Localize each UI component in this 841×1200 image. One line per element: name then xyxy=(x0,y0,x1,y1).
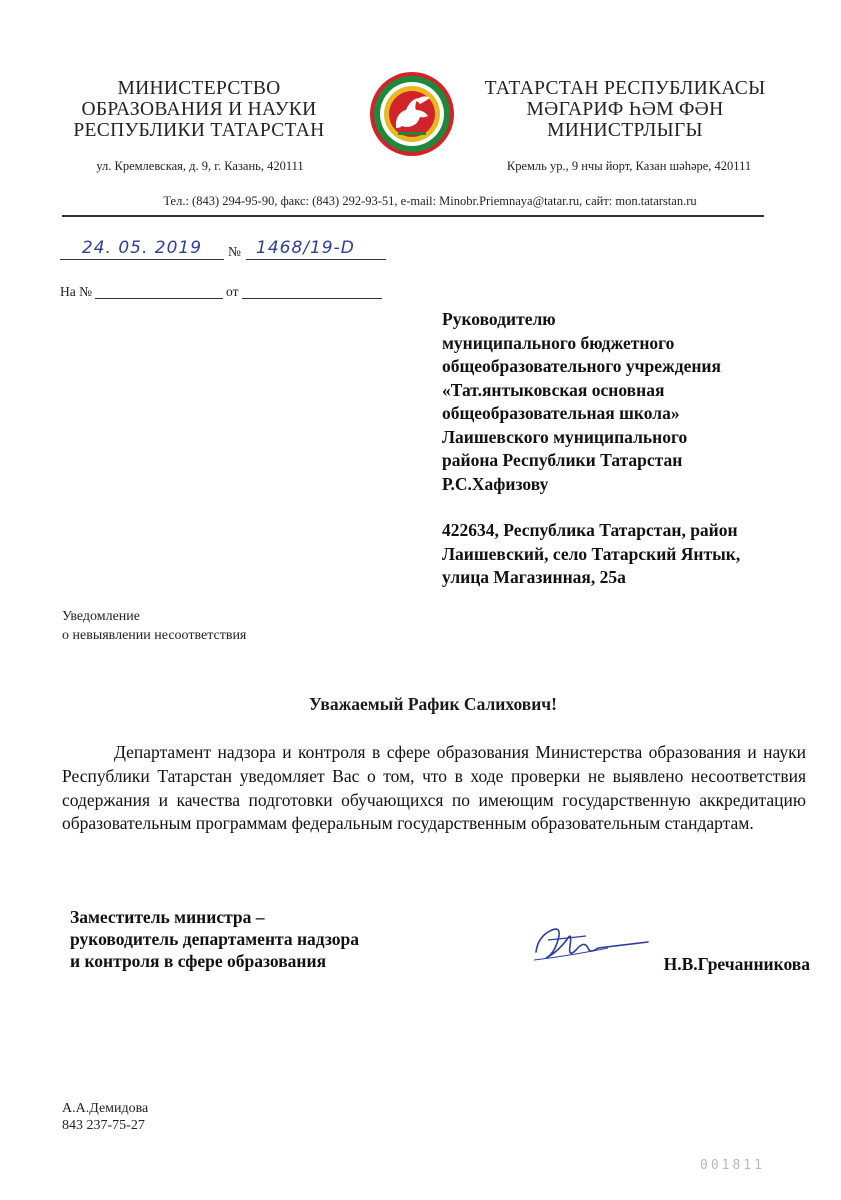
ministry-name-line: ОБРАЗОВАНИЯ И НАУКИ xyxy=(81,99,317,120)
addressee-line: Р.С.Хафизову xyxy=(442,473,549,494)
outgoing-number: 1468/19-D xyxy=(256,238,355,258)
ministry-name-line: РЕСПУБЛИКИ ТАТАРСТАН xyxy=(73,120,325,141)
ministry-name-tatar xyxy=(470,78,780,141)
addressee-line: общеобразовательного учреждения xyxy=(442,356,721,376)
signatory-position xyxy=(70,906,430,972)
ministry-name-line: МИНИСТЕРСТВО xyxy=(117,78,281,99)
position-line: и контроля в сфере образования xyxy=(70,951,327,971)
executor-name: А.А.Демидова xyxy=(62,1101,149,1116)
addressee-address-line: 422634, Республика Татарстан, район xyxy=(442,520,738,540)
ministry-name-line: МӘГАРИФ ҺӘМ ФӘН xyxy=(526,99,724,120)
addressee-line: Лаишевского муниципального xyxy=(442,426,688,447)
emblem-icon xyxy=(368,70,456,158)
greeting: Уважаемый Рафик Салихович! xyxy=(308,694,558,714)
executor-block xyxy=(62,1100,148,1134)
addressee-line: общеобразовательная школа» xyxy=(442,403,680,423)
header-divider xyxy=(62,215,764,217)
ministry-name-line: ТАТАРСТАН РЕСПУБЛИКАСЫ xyxy=(484,78,766,99)
subject-block xyxy=(62,607,246,645)
subject-line: Уведомление xyxy=(62,609,141,624)
number-label: № xyxy=(228,244,241,259)
addressee-address-line: улица Магазинная, 25а xyxy=(442,567,626,587)
addressee-address-line: Лаишевский, село Татарский Янтык, xyxy=(442,543,741,564)
subject-line: о невыявлении несоответствия xyxy=(62,628,247,643)
signatory-name: Н.В.Гречанникова xyxy=(663,954,810,974)
reference-date-blank xyxy=(242,298,382,299)
number-underline xyxy=(246,259,386,260)
reference-line xyxy=(60,284,390,302)
addressee-line: района Республики Татарстан xyxy=(442,450,683,470)
position-line: руководитель департамента надзора xyxy=(70,929,360,949)
ministry-name-russian xyxy=(70,78,328,141)
ministry-name-line: МИНИСТРЛЫГЫ xyxy=(547,120,703,141)
address-russian: ул. Кремлевская, д. 9, г. Казань, 420111 xyxy=(96,159,304,173)
tatarstan-emblem xyxy=(368,70,456,158)
addressee-line: муниципального бюджетного xyxy=(442,332,675,353)
contacts-line: Тел.: (843) 294-95-90, факс: (843) 292-93-51, e-mail: Minobr.Priemnaya@tatar.ru, сайт: mon.tatarstan.ru xyxy=(163,194,697,208)
registration-block xyxy=(60,238,400,272)
executor-phone: 843 237-75-27 xyxy=(62,1118,145,1133)
position-line: Заместитель министра – xyxy=(70,907,265,927)
reference-from-label: от xyxy=(226,284,239,299)
date-underline xyxy=(60,259,224,260)
address-tatar: Кремль ур., 9 нчы йорт, Казан шәһәре, 420111 xyxy=(506,159,752,173)
letter-body: Департамент надзора и контроля в сфере образования Министерства образования и науки Республики Татарстан уведомляет Вас о том, что в ходе проверки не выявлено несоответствия содержания и качества подготовки обучающихся по имеющим государственную аккредитацию образовательным программам федеральным государственным образовательным стандартам. xyxy=(62,742,806,834)
form-serial-number: 001811 xyxy=(700,1158,765,1173)
outgoing-date: 24. 05. 2019 xyxy=(81,238,203,258)
addressee-line: Руководителю xyxy=(442,309,556,329)
addressee-line: «Тат.янтыковская основная xyxy=(442,379,665,400)
addressee-block xyxy=(442,308,822,590)
reference-label: На № xyxy=(60,284,92,299)
reference-number-blank xyxy=(95,298,223,299)
